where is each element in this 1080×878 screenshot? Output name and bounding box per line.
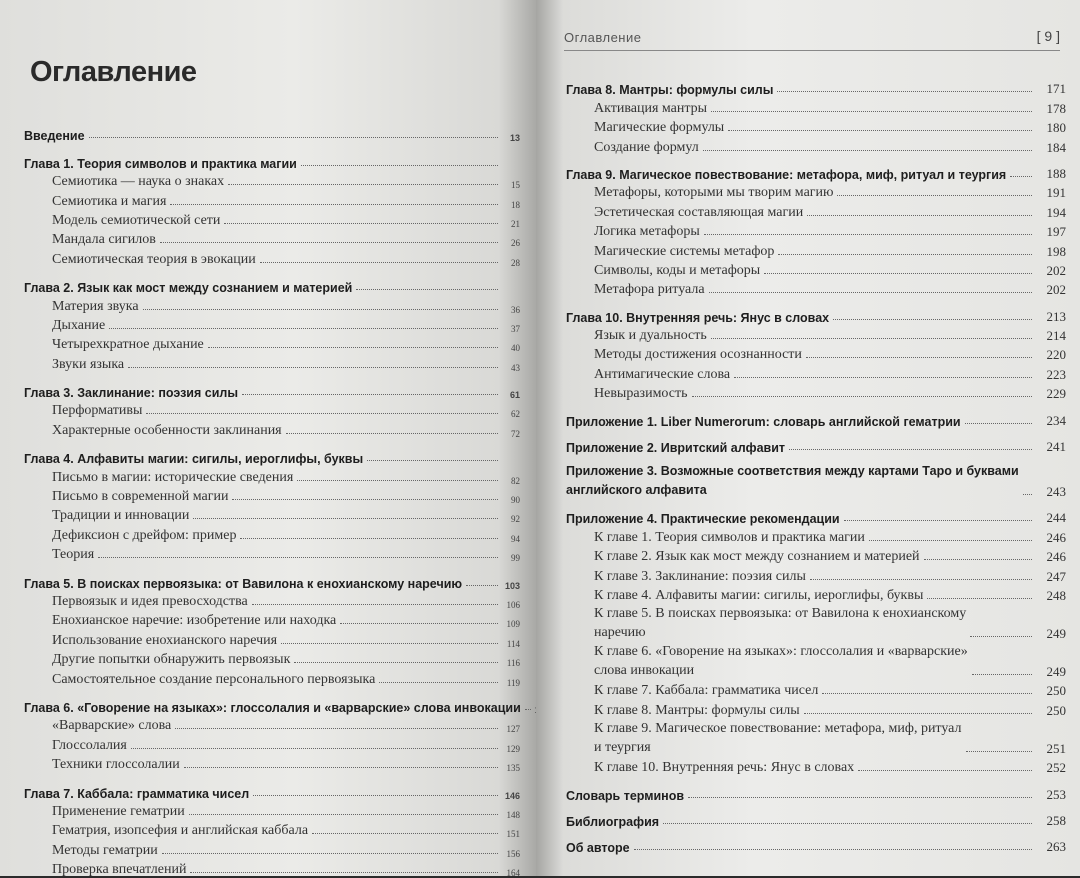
toc-page-number: 40	[511, 343, 520, 354]
toc-leader-dots	[89, 137, 498, 138]
toc-page-number: 223	[1046, 366, 1066, 382]
toc-entry-title: Глава 8. Мантры: формулы силы	[566, 83, 774, 98]
toc-leader-dots	[525, 709, 531, 710]
toc-leader-dots	[858, 770, 1032, 771]
toc-leader-dots	[281, 643, 498, 644]
toc-entry-title: Перформативы	[52, 403, 143, 419]
toc-entry-title: Приложение 4. Практические рекомендации	[566, 512, 840, 527]
toc-page-number: 197	[1046, 224, 1066, 240]
toc-leader-dots	[692, 396, 1032, 397]
toc-leader-dots	[634, 849, 1032, 850]
toc-leader-dots	[804, 713, 1032, 714]
toc-page-number: 129	[506, 743, 520, 754]
toc-page-number: 248	[1046, 587, 1066, 603]
toc-entry-title: Дыхание	[52, 317, 106, 333]
toc-entry-title: Традиции и инновации	[52, 508, 190, 524]
toc-chapter-entry	[566, 810, 1066, 829]
toc-entry-title: Методы достижения осознанности	[594, 347, 802, 363]
toc-leader-dots	[146, 413, 498, 414]
toc-entry-title: Приложение 1. Liber Numerorum: словарь английской гематрии	[566, 414, 961, 429]
toc-page-number: 246	[1046, 529, 1066, 545]
toc-section-entry	[566, 546, 1066, 565]
toc-page-number: 13	[509, 133, 520, 144]
running-header	[564, 28, 1060, 51]
toc-leader-dots	[189, 814, 498, 815]
toc-chapter-entry	[24, 696, 520, 715]
toc-page-number: 146	[504, 790, 520, 801]
toc-page-number: 135	[506, 763, 520, 774]
toc-section-entry	[24, 190, 520, 209]
toc-leader-dots	[98, 557, 498, 558]
toc-entry-title: Глава 3. Заклинание: поэзия силы	[24, 386, 239, 401]
toc-entry-title: Метафоры, которыми мы творим магию	[594, 185, 834, 201]
toc-entry-title: Создание формул	[594, 139, 699, 155]
toc-leader-dots	[972, 674, 1032, 675]
toc-page-number: 94	[511, 533, 520, 544]
toc-leader-dots	[778, 254, 1032, 255]
toc-page-number: 258	[1046, 812, 1066, 828]
toc-leader-dots	[356, 289, 498, 290]
left-page	[0, 0, 536, 876]
toc-chapter-entry	[24, 124, 520, 143]
toc-section-entry	[566, 117, 1066, 136]
toc-entry-title-line1: Приложение 3. Возможные соответствия между картами Таро и буквами	[566, 464, 1019, 479]
toc-section-entry	[24, 229, 520, 248]
toc-page-number: 229	[1046, 386, 1066, 402]
toc-page-number: 62	[511, 409, 520, 420]
toc-page-number: 119	[506, 677, 520, 688]
toc-page-number: 251	[1046, 740, 1066, 756]
toc-chapter-entry	[24, 381, 520, 400]
toc-leader-dots	[806, 357, 1032, 358]
toc-leader-dots	[924, 559, 1032, 560]
toc-page-number: 171	[1046, 81, 1066, 97]
toc-section-entry	[24, 754, 520, 773]
toc-page-number: 249	[1046, 625, 1066, 641]
toc-leader-dots	[965, 423, 1032, 424]
toc-leader-dots	[844, 520, 1032, 521]
toc-section-entry	[24, 801, 520, 820]
toc-page-number: 127	[506, 724, 520, 735]
toc-page-number: 82	[511, 475, 520, 486]
toc-entry-title: Дефиксион с дрейфом: пример	[52, 527, 237, 543]
toc-leader-dots	[728, 130, 1032, 131]
toc-entry-title-line1: К главе 6. «Говорение на языках»: глоссолалия и «варварские»	[594, 643, 968, 659]
toc-page-number: 263	[1046, 839, 1066, 855]
toc-entry-title: К главе 7. Каббала: грамматика чисел	[594, 683, 819, 699]
toc-leader-dots	[734, 377, 1032, 378]
toc-page-number: 243	[1046, 484, 1066, 500]
toc-leader-dots	[777, 91, 1032, 92]
toc-chapter-entry	[566, 783, 1066, 802]
toc-entry-title: Глава 6. «Говорение на языках»: глоссолалия и «варварские» слова инвокации	[24, 700, 521, 715]
toc-section-entry	[24, 544, 520, 563]
toc-chapter-entry	[24, 447, 520, 466]
toc-page-number: 244	[1046, 510, 1066, 526]
toc-section-entry	[566, 279, 1066, 298]
toc-chapter-entry	[566, 436, 1066, 455]
toc-leader-dots	[367, 460, 498, 461]
toc-entry-title: Активация мантры	[594, 100, 708, 116]
toc-entry-title-line2: английского алфавита	[566, 483, 707, 498]
toc-section-entry	[566, 585, 1066, 604]
toc-page-number: 213	[1046, 308, 1066, 324]
toc-page-number: 234	[1046, 412, 1066, 428]
toc-section-entry	[566, 719, 1066, 757]
toc-leader-dots	[301, 165, 498, 166]
right-toc	[566, 78, 1066, 855]
toc-leader-dots	[232, 499, 498, 500]
toc-leader-dots	[703, 150, 1032, 151]
toc-entry-title: Использование енохианского наречия	[52, 632, 278, 648]
toc-section-entry	[24, 171, 520, 190]
toc-entry-title: К главе 2. Язык как мост между сознанием и материей	[594, 549, 920, 565]
toc-section-entry	[566, 260, 1066, 279]
toc-page-number: 21	[511, 218, 520, 229]
toc-page-number: 26	[511, 238, 520, 249]
toc-leader-dots	[162, 853, 498, 854]
toc-page-number: 92	[511, 514, 520, 525]
toc-page-number: 72	[511, 428, 520, 439]
toc-page-number: 250	[1046, 683, 1066, 699]
toc-page-number: 15	[511, 180, 520, 191]
toc-entry-title: Магические формулы	[594, 120, 725, 136]
toc-entry-title: Приложение 2. Ивритский алфавит	[566, 441, 786, 456]
toc-leader-dots	[833, 319, 1032, 320]
toc-entry-title: Логика метафоры	[594, 224, 700, 240]
toc-section-entry	[24, 649, 520, 668]
toc-page-number: 151	[506, 829, 520, 840]
toc-page-number: 178	[1046, 100, 1066, 116]
toc-leader-dots	[260, 262, 498, 263]
toc-page-number: 164	[506, 868, 520, 878]
toc-page-number: 202	[1046, 262, 1066, 278]
toc-section-entry	[566, 604, 1066, 642]
toc-page-number: 90	[511, 495, 520, 506]
toc-chapter-entry	[566, 163, 1066, 182]
toc-leader-dots	[170, 204, 498, 205]
toc-entry-title: Теория	[52, 547, 95, 563]
toc-page-number: 250	[1046, 702, 1066, 718]
toc-entry-title-line1: К главе 9. Магическое повествование: метафора, миф, ритуал	[594, 720, 962, 736]
toc-page-number: 246	[1046, 549, 1066, 565]
toc-section-entry	[24, 400, 520, 419]
toc-title: Оглавление	[30, 56, 197, 88]
toc-section-entry	[566, 201, 1066, 220]
toc-leader-dots	[294, 662, 498, 663]
toc-leader-dots	[297, 480, 498, 481]
toc-page-number: 109	[506, 619, 520, 630]
toc-entry-title: «Варварские» слова	[52, 718, 172, 734]
toc-entry-title: Глава 7. Каббала: грамматика чисел	[24, 786, 250, 801]
toc-section-entry	[24, 486, 520, 505]
toc-leader-dots	[663, 823, 1032, 824]
toc-section-entry	[566, 363, 1066, 382]
toc-entry-title: К главе 3. Заклинание: поэзия силы	[594, 568, 806, 584]
toc-leader-dots	[1023, 494, 1032, 495]
toc-leader-dots	[184, 767, 498, 768]
toc-section-entry	[24, 353, 520, 372]
toc-leader-dots	[822, 693, 1032, 694]
toc-chapter-entry	[24, 276, 520, 295]
toc-entry-title: К главе 1. Теория символов и практика магии	[594, 529, 865, 545]
toc-entry-title: Глава 4. Алфавиты магии: сигилы, иероглифы, буквы	[24, 452, 364, 467]
toc-page-number: 194	[1046, 204, 1066, 220]
toc-entry-title: Письмо в современной магии	[52, 489, 229, 505]
toc-entry-title: Глава 9. Магическое повествование: метафора, миф, ритуал и теургия	[566, 167, 1007, 182]
toc-entry-title: Применение гематрии	[52, 803, 185, 819]
toc-leader-dots	[240, 538, 498, 539]
toc-section-entry	[24, 820, 520, 839]
toc-entry-title: Магические системы метафор	[594, 243, 775, 259]
toc-section-entry	[566, 565, 1066, 584]
toc-entry-title: Характерные особенности заклинания	[52, 422, 282, 438]
toc-entry-title: Проверка впечатлений	[52, 862, 187, 878]
toc-leader-dots	[711, 338, 1032, 339]
toc-entry-title-line1: К главе 5. В поисках первоязыка: от Вавилона к енохианскому	[594, 605, 967, 621]
toc-leader-dots	[312, 833, 498, 834]
toc-entry-title	[566, 462, 1019, 500]
left-toc	[24, 124, 520, 878]
toc-leader-dots	[789, 449, 1032, 450]
toc-page-number: 220	[1046, 347, 1066, 363]
toc-section-entry	[566, 344, 1066, 363]
toc-page-number: 198	[1046, 243, 1066, 259]
toc-chapter-entry	[24, 571, 520, 590]
toc-page-number: 37	[511, 323, 520, 334]
toc-leader-dots	[810, 579, 1032, 580]
toc-leader-dots	[709, 292, 1032, 293]
toc-chapter-entry	[566, 78, 1066, 97]
toc-chapter-entry	[24, 151, 520, 170]
toc-entry-title: Глава 1. Теория символов и практика магии	[24, 156, 297, 171]
toc-section-entry	[24, 248, 520, 267]
toc-leader-dots	[175, 728, 498, 729]
toc-entry-title: Звуки языка	[52, 356, 125, 372]
toc-page-number: 116	[506, 658, 520, 669]
toc-page-number: 148	[506, 809, 520, 820]
toc-entry-title: Семиотическая теория в эвокации	[52, 251, 256, 267]
toc-entry-title: Первоязык и идея превосходства	[52, 593, 248, 609]
toc-entry-title: Письмо в магии: исторические сведения	[52, 469, 294, 485]
page-number: [ 9 ]	[1036, 28, 1060, 44]
toc-leader-dots	[466, 585, 498, 586]
toc-leader-dots	[190, 872, 498, 873]
toc-entry-title: Семиотика и магия	[52, 193, 167, 209]
toc-section-entry	[24, 839, 520, 858]
toc-page-number: 36	[511, 304, 520, 315]
toc-leader-dots	[807, 215, 1032, 216]
toc-page-number: 43	[511, 362, 520, 373]
toc-entry-title: Семиотика — наука о знаках	[52, 174, 225, 190]
toc-page-number: 241	[1046, 439, 1066, 455]
toc-leader-dots	[340, 623, 498, 624]
toc-entry-title-line2: слова инвокации	[594, 662, 695, 678]
toc-section-entry	[566, 97, 1066, 116]
running-header-title: Оглавление	[564, 30, 642, 45]
toc-section-entry	[566, 325, 1066, 344]
toc-entry-title: Символы, коды и метафоры	[594, 262, 761, 278]
toc-section-entry	[566, 757, 1066, 776]
toc-entry-title	[594, 642, 968, 680]
toc-entry-title: Глава 5. В поисках первоязыка: от Вавилона к енохианскому наречию	[24, 576, 463, 591]
toc-chapter-entry	[24, 781, 520, 800]
toc-section-entry	[24, 591, 520, 610]
toc-section-entry	[24, 734, 520, 753]
toc-entry-title: Невыразимость	[594, 386, 688, 402]
toc-page-number: 252	[1046, 760, 1066, 776]
toc-chapter-entry	[566, 409, 1066, 428]
toc-section-entry	[566, 642, 1066, 680]
toc-leader-dots	[1010, 176, 1032, 177]
toc-leader-dots	[970, 636, 1032, 637]
toc-entry-title: Глава 2. Язык как мост между сознанием и материей	[24, 281, 353, 296]
toc-page-number: 249	[1046, 663, 1066, 679]
toc-entry-title: Техники глоссолалии	[52, 757, 180, 773]
toc-section-entry	[24, 315, 520, 334]
toc-section-entry	[566, 383, 1066, 402]
toc-entry-title: Самостоятельное создание персонального первоязыка	[52, 671, 376, 687]
toc-section-entry	[24, 610, 520, 629]
toc-section-entry	[24, 334, 520, 353]
toc-page-number: 28	[511, 257, 520, 268]
toc-page-number: 180	[1046, 120, 1066, 136]
toc-page-number: 202	[1046, 282, 1066, 298]
toc-entry-title: Язык и дуальность	[594, 328, 707, 344]
toc-leader-dots	[869, 540, 1032, 541]
toc-leader-dots	[286, 433, 498, 434]
toc-entry-title: Антимагические слова	[594, 366, 731, 382]
toc-section-entry	[24, 466, 520, 485]
toc-entry-title-line2: наречию	[594, 624, 646, 640]
toc-entry-title: Мандала сигилов	[52, 232, 156, 248]
toc-section-entry	[566, 240, 1066, 259]
toc-entry-title: Модель семиотической сети	[52, 212, 221, 228]
toc-page-number: 247	[1046, 568, 1066, 584]
toc-leader-dots	[208, 347, 498, 348]
toc-section-entry	[566, 526, 1066, 545]
toc-leader-dots	[128, 367, 498, 368]
toc-entry-title: К главе 10. Внутренняя речь: Янус в словах	[594, 760, 855, 776]
toc-section-entry	[566, 182, 1066, 201]
toc-entry-title	[594, 719, 962, 757]
toc-entry-title: Енохианское наречие: изобретение или находка	[52, 613, 337, 629]
toc-entry-title: Словарь терминов	[566, 788, 685, 803]
toc-page-number: 103	[504, 580, 520, 591]
toc-leader-dots	[228, 184, 498, 185]
toc-section-entry	[24, 859, 520, 878]
toc-entry-title	[594, 604, 966, 642]
toc-section-entry	[566, 136, 1066, 155]
toc-page-number: 214	[1046, 328, 1066, 344]
toc-entry-title-line2: и теургия	[594, 739, 651, 755]
toc-page-number: 253	[1046, 786, 1066, 802]
toc-page-number: 61	[509, 390, 520, 401]
toc-leader-dots	[927, 598, 1032, 599]
toc-section-entry	[24, 629, 520, 648]
toc-page-number: 114	[506, 638, 520, 649]
toc-page-number: 18	[511, 199, 520, 210]
toc-entry-title: Методы гематрии	[52, 842, 158, 858]
toc-entry-title: Материя звука	[52, 298, 139, 314]
toc-section-entry	[24, 668, 520, 687]
toc-leader-dots	[711, 111, 1032, 112]
toc-page-number: 156	[506, 848, 520, 859]
toc-entry-title: Введение	[24, 129, 85, 144]
toc-page-number: 191	[1046, 185, 1066, 201]
toc-chapter-entry	[566, 462, 1066, 500]
toc-entry-title: Об авторе	[566, 841, 630, 856]
toc-section-entry	[566, 221, 1066, 240]
toc-page-number: 188	[1046, 165, 1066, 181]
toc-page-number: 106	[506, 599, 520, 610]
toc-section-entry	[24, 715, 520, 734]
toc-section-entry	[24, 419, 520, 438]
toc-leader-dots	[764, 273, 1032, 274]
toc-section-entry	[24, 505, 520, 524]
toc-entry-title: Гематрия, изопсефия и английская каббала	[52, 823, 309, 839]
toc-leader-dots	[224, 223, 498, 224]
toc-section-entry	[24, 524, 520, 543]
toc-chapter-entry	[566, 507, 1066, 526]
toc-entry-title: К главе 8. Мантры: формулы силы	[594, 702, 800, 718]
toc-page-number: 99	[511, 553, 520, 564]
toc-entry-title: Библиография	[566, 814, 660, 829]
toc-leader-dots	[242, 394, 498, 395]
toc-section-entry	[24, 210, 520, 229]
toc-page-number: 184	[1046, 139, 1066, 155]
toc-entry-title: Метафора ритуала	[594, 282, 705, 298]
toc-leader-dots	[143, 309, 498, 310]
toc-leader-dots	[704, 234, 1032, 235]
toc-entry-title: К главе 4. Алфавиты магии: сигилы, иероглифы, буквы	[594, 587, 924, 603]
toc-leader-dots	[253, 795, 498, 796]
toc-entry-title: Эстетическая составляющая магии	[594, 204, 804, 220]
toc-chapter-entry	[566, 305, 1066, 324]
toc-leader-dots	[688, 797, 1032, 798]
toc-leader-dots	[131, 748, 498, 749]
toc-leader-dots	[966, 751, 1032, 752]
toc-leader-dots	[109, 328, 498, 329]
page-number-value: 9	[1044, 28, 1053, 44]
toc-section-entry	[24, 295, 520, 314]
toc-leader-dots	[837, 195, 1032, 196]
toc-section-entry	[566, 699, 1066, 718]
toc-leader-dots	[252, 604, 498, 605]
toc-leader-dots	[379, 682, 498, 683]
toc-entry-title: Четырехкратное дыхание	[52, 337, 204, 353]
toc-leader-dots	[160, 242, 498, 243]
toc-leader-dots	[193, 518, 498, 519]
toc-chapter-entry	[566, 836, 1066, 855]
toc-entry-title: Глава 10. Внутренняя речь: Янус в словах	[566, 310, 830, 325]
toc-entry-title: Другие попытки обнаружить первоязык	[52, 652, 291, 668]
toc-section-entry	[566, 680, 1066, 699]
toc-entry-title: Глоссолалия	[52, 737, 127, 753]
right-page	[536, 0, 1080, 876]
